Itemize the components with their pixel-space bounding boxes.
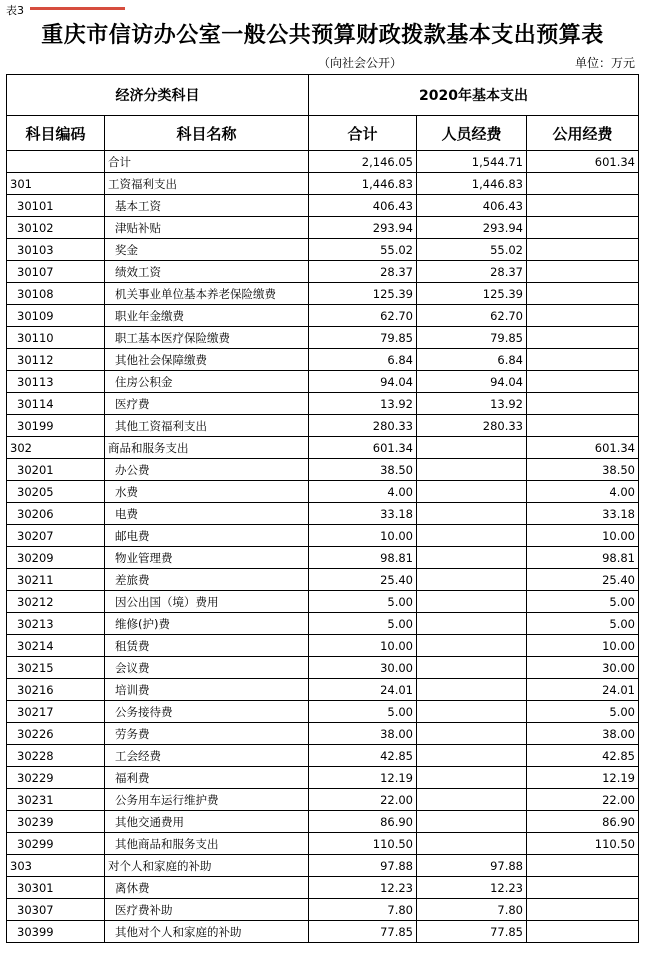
cell-code: 30201 — [7, 459, 105, 481]
page-title: 重庆市信访办公室一般公共预算财政拨款基本支出预算表 — [41, 22, 604, 48]
cell-name: 工资福利支出 — [105, 173, 309, 195]
cell-personnel: 12.23 — [417, 877, 527, 899]
table-body — [7, 151, 639, 943]
cell-name: 住房公积金 — [105, 371, 309, 393]
cell-personnel: 13.92 — [417, 393, 527, 415]
cell-total: 24.01 — [309, 679, 417, 701]
cell-public — [527, 195, 639, 217]
cell-personnel: 28.37 — [417, 261, 527, 283]
cell-public — [527, 371, 639, 393]
cell-code: 30212 — [7, 591, 105, 613]
cell-public: 98.81 — [527, 547, 639, 569]
cell-code: 30101 — [7, 195, 105, 217]
cell-personnel: 79.85 — [417, 327, 527, 349]
cell-name: 维修(护)费 — [105, 613, 309, 635]
cell-name: 劳务费 — [105, 723, 309, 745]
table-row — [7, 789, 639, 811]
cell-public: 110.50 — [527, 833, 639, 855]
cell-code: 30207 — [7, 525, 105, 547]
cell-public: 5.00 — [527, 701, 639, 723]
cell-code: 30206 — [7, 503, 105, 525]
table-row — [7, 151, 639, 173]
cell-public: 10.00 — [527, 525, 639, 547]
table-row — [7, 437, 639, 459]
cell-name: 机关事业单位基本养老保险缴费 — [105, 283, 309, 305]
table-row — [7, 327, 639, 349]
table-row — [7, 525, 639, 547]
table-row — [7, 635, 639, 657]
table-row — [7, 569, 639, 591]
table-row — [7, 613, 639, 635]
cell-total: 38.00 — [309, 723, 417, 745]
cell-code: 30110 — [7, 327, 105, 349]
cell-name: 合计 — [105, 151, 309, 173]
cell-total: 6.84 — [309, 349, 417, 371]
cell-personnel — [417, 437, 527, 459]
cell-code: 30114 — [7, 393, 105, 415]
cell-code: 30217 — [7, 701, 105, 723]
cell-personnel — [417, 833, 527, 855]
cell-public — [527, 349, 639, 371]
cell-name: 离休费 — [105, 877, 309, 899]
cell-public — [527, 855, 639, 877]
table-row — [7, 305, 639, 327]
table-row — [7, 921, 639, 943]
table-row — [7, 547, 639, 569]
cell-public: 5.00 — [527, 613, 639, 635]
cell-code: 30228 — [7, 745, 105, 767]
cell-public — [527, 261, 639, 283]
table-row — [7, 459, 639, 481]
cell-total: 42.85 — [309, 745, 417, 767]
cell-public — [527, 173, 639, 195]
table-row — [7, 261, 639, 283]
cell-name: 会议费 — [105, 657, 309, 679]
cell-total: 13.92 — [309, 393, 417, 415]
cell-name: 基本工资 — [105, 195, 309, 217]
column-header-total: 合计 — [309, 116, 417, 151]
cell-code: 30102 — [7, 217, 105, 239]
cell-code: 30199 — [7, 415, 105, 437]
cell-public — [527, 217, 639, 239]
cell-total: 601.34 — [309, 437, 417, 459]
cell-total: 10.00 — [309, 635, 417, 657]
column-header-public: 公用经费 — [527, 116, 639, 151]
cell-personnel — [417, 613, 527, 635]
table-row — [7, 239, 639, 261]
cell-public: 30.00 — [527, 657, 639, 679]
cell-code: 30213 — [7, 613, 105, 635]
table-row — [7, 481, 639, 503]
table-row — [7, 767, 639, 789]
cell-code: 30399 — [7, 921, 105, 943]
table-row — [7, 833, 639, 855]
cell-public — [527, 327, 639, 349]
cell-name: 因公出国（境）费用 — [105, 591, 309, 613]
cell-public: 38.00 — [527, 723, 639, 745]
column-header-code: 科目编码 — [7, 116, 105, 151]
cell-public: 42.85 — [527, 745, 639, 767]
column-header-personnel: 人员经费 — [417, 116, 527, 151]
cell-total: 86.90 — [309, 811, 417, 833]
cell-code: 30301 — [7, 877, 105, 899]
cell-name: 公务用车运行维护费 — [105, 789, 309, 811]
cell-code: 303 — [7, 855, 105, 877]
cell-code: 30214 — [7, 635, 105, 657]
cell-personnel — [417, 481, 527, 503]
cell-public — [527, 899, 639, 921]
group-header-year: 2020年基本支出 — [309, 75, 639, 116]
cell-public: 24.01 — [527, 679, 639, 701]
table-row — [7, 899, 639, 921]
cell-code: 30307 — [7, 899, 105, 921]
cell-public — [527, 239, 639, 261]
cell-total: 7.80 — [309, 899, 417, 921]
cell-total: 98.81 — [309, 547, 417, 569]
cell-code: 30103 — [7, 239, 105, 261]
cell-total: 94.04 — [309, 371, 417, 393]
cell-name: 邮电费 — [105, 525, 309, 547]
cell-name: 绩效工资 — [105, 261, 309, 283]
cell-name: 对个人和家庭的补助 — [105, 855, 309, 877]
table-row — [7, 349, 639, 371]
table-row — [7, 723, 639, 745]
table-row — [7, 877, 639, 899]
table-group-header — [7, 75, 639, 116]
cell-total: 22.00 — [309, 789, 417, 811]
cell-personnel: 97.88 — [417, 855, 527, 877]
cell-public: 86.90 — [527, 811, 639, 833]
table-row — [7, 679, 639, 701]
cell-total: 110.50 — [309, 833, 417, 855]
cell-personnel — [417, 811, 527, 833]
cell-personnel: 7.80 — [417, 899, 527, 921]
table-row — [7, 173, 639, 195]
cell-name: 其他交通费用 — [105, 811, 309, 833]
cell-personnel: 62.70 — [417, 305, 527, 327]
cell-personnel — [417, 657, 527, 679]
cell-total: 77.85 — [309, 921, 417, 943]
column-header-name: 科目名称 — [105, 116, 309, 151]
cell-code: 30226 — [7, 723, 105, 745]
group-header-classification: 经济分类科目 — [7, 75, 309, 116]
cell-personnel: 293.94 — [417, 217, 527, 239]
cell-personnel: 6.84 — [417, 349, 527, 371]
cell-personnel: 55.02 — [417, 239, 527, 261]
cell-name: 租赁费 — [105, 635, 309, 657]
cell-name: 公务接待费 — [105, 701, 309, 723]
cell-code: 30107 — [7, 261, 105, 283]
cell-total: 10.00 — [309, 525, 417, 547]
cell-personnel: 1,544.71 — [417, 151, 527, 173]
table-row — [7, 745, 639, 767]
cell-code: 302 — [7, 437, 105, 459]
cell-public: 601.34 — [527, 151, 639, 173]
table-number: 表3 — [6, 4, 24, 17]
cell-total: 5.00 — [309, 591, 417, 613]
cell-personnel: 125.39 — [417, 283, 527, 305]
cell-code: 30211 — [7, 569, 105, 591]
cell-public: 10.00 — [527, 635, 639, 657]
budget-table — [6, 74, 639, 943]
cell-public: 5.00 — [527, 591, 639, 613]
cell-public: 4.00 — [527, 481, 639, 503]
cell-personnel: 406.43 — [417, 195, 527, 217]
cell-name: 福利费 — [105, 767, 309, 789]
cell-name: 电费 — [105, 503, 309, 525]
red-stamp-mark — [30, 0, 125, 10]
cell-total: 79.85 — [309, 327, 417, 349]
cell-public: 12.19 — [527, 767, 639, 789]
cell-total: 25.40 — [309, 569, 417, 591]
cell-personnel — [417, 789, 527, 811]
cell-name: 其他社会保障缴费 — [105, 349, 309, 371]
cell-personnel — [417, 503, 527, 525]
table-column-header — [7, 116, 639, 151]
cell-name: 其他工资福利支出 — [105, 415, 309, 437]
cell-total: 1,446.83 — [309, 173, 417, 195]
cell-name: 差旅费 — [105, 569, 309, 591]
cell-code: 30112 — [7, 349, 105, 371]
table-row — [7, 415, 639, 437]
cell-total: 125.39 — [309, 283, 417, 305]
cell-public: 22.00 — [527, 789, 639, 811]
cell-total: 97.88 — [309, 855, 417, 877]
cell-code: 30299 — [7, 833, 105, 855]
cell-total: 4.00 — [309, 481, 417, 503]
page-subtitle: （向社会公开） — [318, 56, 403, 70]
table-row — [7, 503, 639, 525]
table-row — [7, 217, 639, 239]
cell-name: 水费 — [105, 481, 309, 503]
cell-public: 601.34 — [527, 437, 639, 459]
cell-code: 30216 — [7, 679, 105, 701]
cell-name: 培训费 — [105, 679, 309, 701]
cell-code: 30109 — [7, 305, 105, 327]
table-row — [7, 371, 639, 393]
cell-personnel — [417, 569, 527, 591]
cell-public — [527, 415, 639, 437]
cell-name: 办公费 — [105, 459, 309, 481]
cell-personnel — [417, 723, 527, 745]
cell-code — [7, 151, 105, 173]
cell-personnel: 77.85 — [417, 921, 527, 943]
cell-total: 33.18 — [309, 503, 417, 525]
cell-code: 301 — [7, 173, 105, 195]
cell-name: 商品和服务支出 — [105, 437, 309, 459]
cell-code: 30239 — [7, 811, 105, 833]
cell-public — [527, 921, 639, 943]
table-row — [7, 195, 639, 217]
table-row — [7, 855, 639, 877]
cell-code: 30113 — [7, 371, 105, 393]
cell-name: 职业年金缴费 — [105, 305, 309, 327]
table-row — [7, 393, 639, 415]
cell-code: 30231 — [7, 789, 105, 811]
cell-personnel — [417, 635, 527, 657]
cell-total: 12.19 — [309, 767, 417, 789]
cell-public — [527, 877, 639, 899]
table-row — [7, 657, 639, 679]
cell-personnel: 94.04 — [417, 371, 527, 393]
cell-personnel — [417, 459, 527, 481]
cell-name: 物业管理费 — [105, 547, 309, 569]
cell-total: 280.33 — [309, 415, 417, 437]
unit-label: 单位：万元 — [574, 56, 635, 70]
cell-total: 12.23 — [309, 877, 417, 899]
cell-personnel: 280.33 — [417, 415, 527, 437]
cell-public: 25.40 — [527, 569, 639, 591]
cell-personnel — [417, 679, 527, 701]
table-row — [7, 283, 639, 305]
cell-total: 55.02 — [309, 239, 417, 261]
cell-code: 30205 — [7, 481, 105, 503]
cell-name: 其他对个人和家庭的补助 — [105, 921, 309, 943]
cell-name: 医疗费补助 — [105, 899, 309, 921]
cell-total: 30.00 — [309, 657, 417, 679]
cell-public: 38.50 — [527, 459, 639, 481]
cell-personnel — [417, 525, 527, 547]
cell-total: 406.43 — [309, 195, 417, 217]
cell-name: 津贴补贴 — [105, 217, 309, 239]
cell-code: 30215 — [7, 657, 105, 679]
cell-name: 职工基本医疗保险缴费 — [105, 327, 309, 349]
cell-personnel — [417, 745, 527, 767]
cell-public — [527, 393, 639, 415]
cell-total: 28.37 — [309, 261, 417, 283]
cell-personnel — [417, 767, 527, 789]
cell-personnel — [417, 591, 527, 613]
cell-name: 医疗费 — [105, 393, 309, 415]
cell-total: 5.00 — [309, 701, 417, 723]
cell-code: 30209 — [7, 547, 105, 569]
cell-total: 62.70 — [309, 305, 417, 327]
cell-public — [527, 305, 639, 327]
cell-name: 其他商品和服务支出 — [105, 833, 309, 855]
table-row — [7, 701, 639, 723]
cell-total: 5.00 — [309, 613, 417, 635]
cell-total: 293.94 — [309, 217, 417, 239]
cell-total: 38.50 — [309, 459, 417, 481]
table-row — [7, 811, 639, 833]
cell-personnel — [417, 547, 527, 569]
cell-total: 2,146.05 — [309, 151, 417, 173]
cell-public — [527, 283, 639, 305]
cell-code: 30108 — [7, 283, 105, 305]
cell-name: 奖金 — [105, 239, 309, 261]
cell-personnel: 1,446.83 — [417, 173, 527, 195]
table-row — [7, 591, 639, 613]
cell-name: 工会经费 — [105, 745, 309, 767]
cell-public: 33.18 — [527, 503, 639, 525]
cell-code: 30229 — [7, 767, 105, 789]
cell-personnel — [417, 701, 527, 723]
